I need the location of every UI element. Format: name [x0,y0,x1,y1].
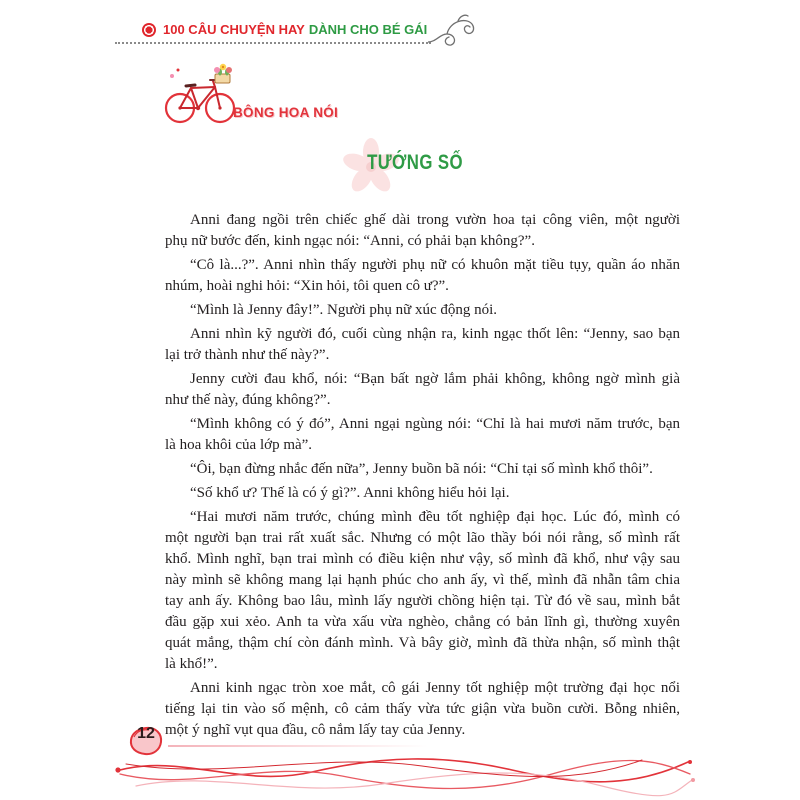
paragraph-line: Anni nhìn kỹ người đó, cuối cùng nhận ra, kinh ngạc thốt lên: “Jenny, sao bạn [190,326,680,342]
story-paragraph [165,414,680,456]
wave-dot [691,778,695,782]
story-paragraph [165,483,680,504]
footer-pink-rule [168,745,428,747]
paragraph-line: phụ nữ bước đến, kinh ngạc nói: “Anni, có phải bạn không?”. [165,233,535,249]
series-title-part-1: 100 CÂU CHUYỆN HAY [163,22,305,37]
swirl-ornament-icon [428,12,478,46]
series-title [163,22,427,38]
paragraph-line: khổ. Mình nghĩ, bạn trai mình có điều kiện như vậy, số mình đã khổ, như vậy sau [165,551,680,567]
paragraph-line: “Hai mươi năm trước, chúng mình đều tốt nghiệp đại học. Lúc đó, mình có [190,509,680,525]
section-label: BÔNG HOA NÓI [233,105,339,120]
paragraph-line: “Mình là Jenny đây!”. Người phụ nữ xúc động nói. [190,302,498,318]
paragraph-line: đầu gặp xui xẻo. Anh ta vừa xấu vừa nghèo, chẳng có bản lĩnh gì, thường xuyên [165,614,680,630]
paragraph-line: “Cô là...?”. Anni nhìn thấy người phụ nữ có khuôn mặt tiều tụy, quần áo nhăn [190,257,680,273]
story-paragraph [165,678,680,741]
story-paragraph [165,210,680,252]
story-paragraph [165,324,680,366]
story-paragraph [165,300,680,321]
paragraph-line: “Số khổ ư? Thế là có ý gì?”. Anni không hiểu hỏi lại. [190,485,510,501]
paragraph-line: Anni đang ngồi trên chiếc ghế dài trong vườn hoa tại công viên, một người [190,212,680,228]
paragraph-line: Anni kinh ngạc tròn xoe mắt, cô gái Jenny tốt nghiệp một trường đại học nổi [190,680,680,696]
paragraph-line: này mình sẽ không mang lại hạnh phúc cho anh ấy, vì thế, mình đã nhẫn tâm chia [165,572,680,588]
story-paragraph [165,459,680,480]
bullet-dot-icon [142,23,156,37]
paragraph-line: “Mình không có ý đó”, Anni ngại ngùng nói: “Chỉ là hai mươi năm trước, bạn [190,416,680,432]
paragraph-line: một ý nghĩ vụt qua đầu, cô nắm lấy tay của Jenny. [165,722,466,738]
paragraph-line: “Ôi, bạn đừng nhắc đến nữa”, Jenny buồn bã nói: “Chỉ tại số mình khổ thôi”. [190,461,653,477]
story-body [165,210,680,744]
paragraph-line: một người bạn trai rất xuất sắc. Nhưng có một lão thầy bói nói rằng, số mình rất [165,530,680,546]
series-title-part-2: DÀNH CHO BÉ GÁI [308,22,428,37]
header-dotted-rule [115,42,431,44]
paragraph-line: quát mắng, thậm chí còn đánh mình. Và bây giờ, mình đã thừa nhận, số mình thật [165,635,680,651]
story-paragraph [165,507,680,675]
wave-dot [115,767,120,772]
story-paragraph [165,255,680,297]
paragraph-line: là hoa khôi của lớp mà”. [165,437,313,453]
wave-dot [688,760,692,764]
wave-border-ornament [112,748,696,800]
wave-line [120,760,690,788]
bicycle-icon [160,60,240,128]
paragraph-line: tay anh ấy. Không bao lâu, mình lấy người chồng hiện tại. Từ đó về sau, mình bắt [165,593,680,609]
paragraph-line: nhúm, hoài nghi hỏi: “Xin hỏi, tôi quen cô ư?”. [165,278,449,294]
flying-petals [170,69,180,79]
paragraph-line: tiếng lại tin vào số mệnh, cô cảm thấy vừa tức giận vừa buồn cười. Bỗng nhiên, [165,701,680,717]
flower-basket [214,64,232,83]
paragraph-line: như thế này, đúng không?”. [165,392,331,408]
story-title: TƯỚNG SỐ [367,151,463,174]
paragraph-line: là khổ!”. [165,656,218,672]
story-paragraph [165,369,680,411]
paragraph-line: Jenny cười đau khổ, nói: “Bạn bất ngờ lắm phải không, không ngờ mình già [190,371,680,387]
paragraph-line: lại trở thành như thế này?”. [165,347,330,363]
wave-line [126,760,642,777]
page-number: 12 [137,725,155,742]
